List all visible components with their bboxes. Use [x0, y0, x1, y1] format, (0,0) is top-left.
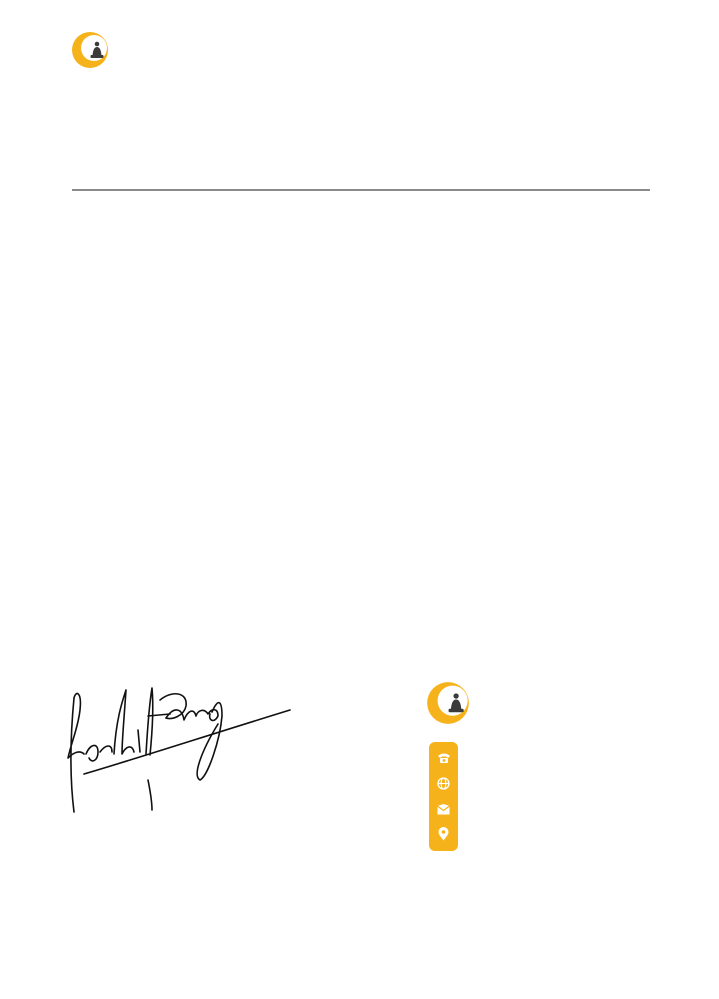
bottom-triangle-pattern — [0, 940, 160, 999]
top-triangle-pattern — [395, 0, 719, 205]
location-pin-icon — [436, 826, 451, 841]
handwritten-signature — [62, 680, 297, 820]
title-divider — [72, 189, 650, 191]
campusmonk-footer-logo-icon — [426, 681, 470, 725]
envelope-icon — [436, 802, 451, 817]
globe-icon — [436, 776, 451, 791]
header-logo — [71, 30, 231, 70]
footer-logo — [426, 681, 476, 725]
campusmonk-logo-icon — [71, 31, 109, 69]
phone-icon — [436, 750, 451, 765]
